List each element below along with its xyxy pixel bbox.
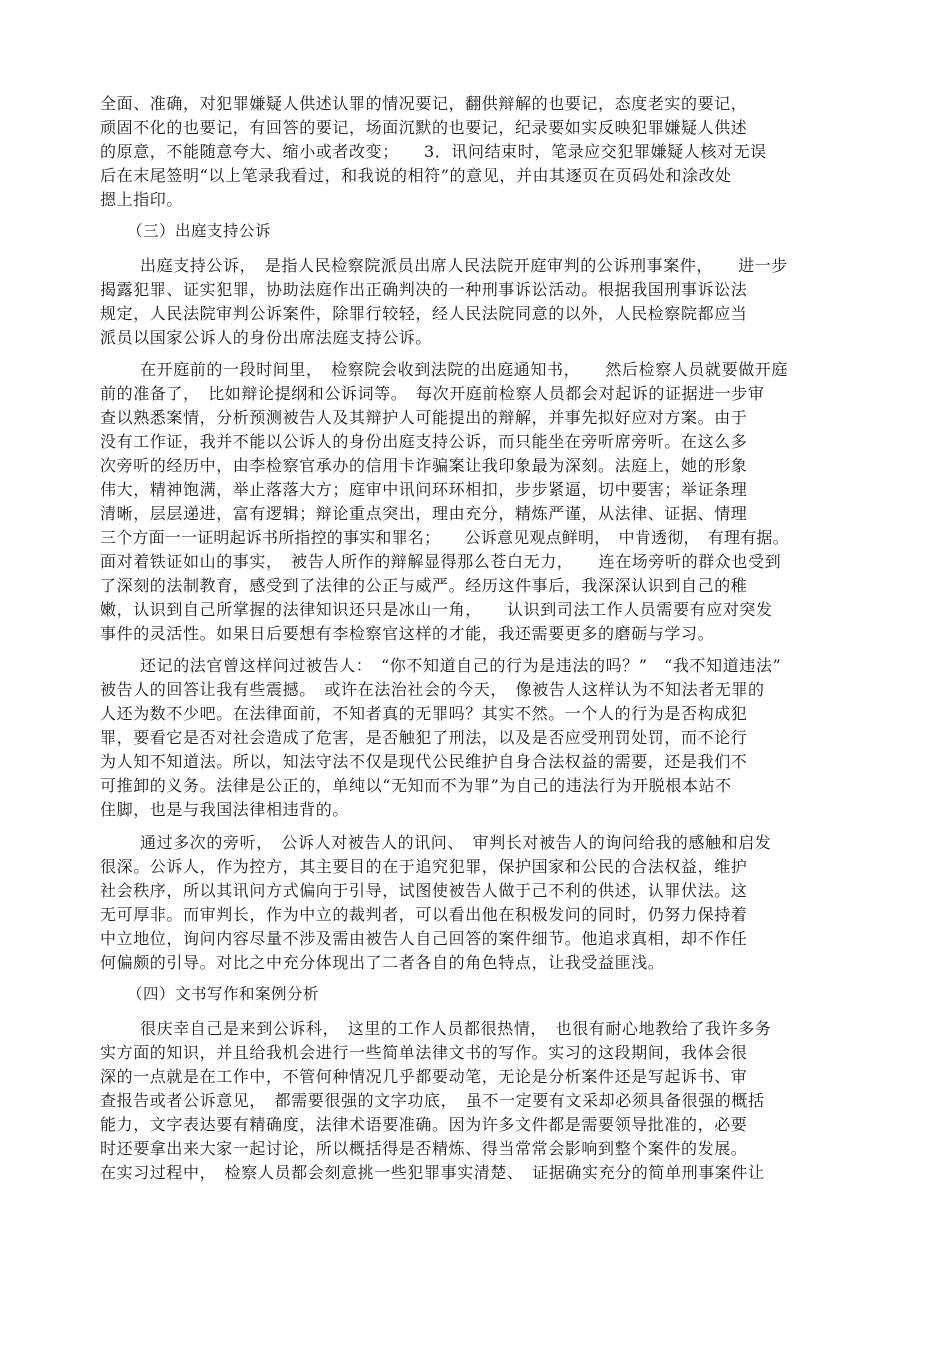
- section-heading-3: （三）出庭支持公诉: [127, 222, 272, 240]
- text-line: 可推卸的义务。法律是公正的，单纯以“无知而不为罪”为自己的违法行为开脱根本站不: [100, 776, 732, 795]
- text-line: 何偏颇的引导。对比之中充分体现出了二者各自的角色特点，让我受益匪浅。: [100, 953, 665, 972]
- text-line: 查以熟悉案情，分析预测被告人及其辩护人可能提出的辩解，并事先拟好应对方案。由于: [100, 408, 748, 427]
- text-line: 住脚，也是与我国法律相违背的。: [100, 800, 350, 819]
- text-line: 伟大，精神饱满，举止落落大方；庭审中讯问环环相扣，步步紧逼，切中要害；举证条理: [100, 480, 748, 499]
- text-line: 出庭支持公诉， 是指人民检察院派员出席人民法院开庭审判的公诉刑事案件， 进一步: [140, 256, 789, 275]
- text-line: 被告人的回答让我有些震撼。 或许在法治社会的今天， 像被告人这样认为不知法者无罪的: [100, 680, 765, 699]
- text-line: 深的一点就是在工作中，不管何种情况几乎都要动笔，无论是分析案件还是写起诉书、审: [100, 1067, 748, 1086]
- text-line: 全面、准确，对犯罪嫌疑人供述认罪的情况要记，翻供辩解的也要记，态度老实的要记，: [100, 94, 748, 113]
- text-line: 查报告或者公诉意见， 都需要很强的文字功底， 虽不一定要有文采却必须具备很强的概括: [100, 1091, 765, 1110]
- text-line: 摁上指印。: [100, 190, 184, 209]
- text-line: 人还为数不少吧。在法律面前，不知者真的无罪吗？其实不然。一个人的行为是否构成犯: [100, 704, 748, 723]
- text-line: 在开庭前的一段时间里， 检察院会收到法院的出庭通知书， 然后检察人员就要做开庭: [140, 360, 789, 379]
- text-line: 次旁听的经历中，由李检察官承办的信用卡诈骗案让我印象最为深刻。法庭上，她的形象: [100, 456, 748, 475]
- text-line: 时还要拿出来大家一起讨论，所以概括得是否精炼、得当常常会影响到整个案件的发展。: [100, 1139, 748, 1158]
- text-line: 能力，文字表达要有精确度，法律术语要准确。因为许多文件都是需要领导批准的，必要: [100, 1115, 748, 1134]
- text-line: 清晰，层层递进，富有逻辑；辩论重点突出，理由充分，精炼严谨，从法律、证据、情理: [100, 504, 748, 523]
- text-line: 面对着铁证如山的事实， 被告人所作的辩解显得那么苍白无力， 连在场旁听的群众也受到: [100, 552, 782, 571]
- text-line: 没有工作证，我并不能以公诉人的身份出庭支持公诉，而只能坐在旁听席旁听。在这么多: [100, 432, 748, 451]
- text-line: 前的准备了， 比如辩论提纲和公诉词等。 每次开庭前检察人员都会对起诉的证据进一步审: [100, 384, 765, 403]
- text-line: 还记的法官曾这样问过被告人： “你不知道自己的行为是违法的吗？” “我不知道违法”: [140, 656, 782, 675]
- text-line: 嫩，认识到自己所掌握的法律知识还只是冰山一角， 认识到司法工作人员需要有应对突发: [100, 600, 773, 619]
- text-line: 很深。公诉人，作为控方，其主要目的在于追究犯罪，保护国家和公民的合法权益，维护: [100, 857, 748, 876]
- text-line: 后在末尾签明“以上笔录我看过，和我说的相符”的意见，并由其逐页在页码处和涂改处: [100, 166, 732, 185]
- text-line: 规定，人民法院审判公诉案件，除罪行较轻，经人民法院同意的以外，人民检察院都应当: [100, 304, 748, 323]
- text-line: 实方面的知识，并且给我机会进行一些简单法律文书的写作。实习的这段期间，我体会很: [100, 1043, 748, 1062]
- text-line: 社会秩序，所以其讯问方式偏向于引导，试图使被告人做于己不利的供述，认罪伏法。这: [100, 881, 748, 900]
- text-line: 揭露犯罪、证实犯罪，协助法庭作出正确判决的一种刑事诉讼活动。根据我国刑事诉讼法: [100, 280, 748, 299]
- text-line: 三个方面一一证明起诉书所指控的事实和罪名； 公诉意见观点鲜明， 中肯透彻， 有理有据。: [100, 528, 789, 547]
- text-line: 派员以国家公诉人的身份出席法庭支持公诉。: [100, 328, 433, 347]
- text-line: 通过多次的旁听， 公诉人对被告人的讯问、 审判长对被告人的询问给我的感触和启发: [140, 833, 772, 852]
- text-line: 事件的灵活性。如果日后要想有李检察官这样的才能，我还需要更多的磨砺与学习。: [100, 624, 715, 643]
- text-line: 无可厚非。而审判长，作为中立的裁判者，可以看出他在积极发问的同时，仍努力保持着: [100, 905, 748, 924]
- text-line: 为人知不知道法。所以，知法守法不仅是现代公民维护自身合法权益的需要，还是我们不: [100, 752, 748, 771]
- text-line: 了深刻的法制教育，感受到了法律的公正与威严。经历这件事后，我深深认识到自己的稚: [100, 576, 748, 595]
- text-line: 罪，要看它是否对社会造成了危害，是否触犯了刑法，以及是否应受刑罚处罚，而不论行: [100, 728, 748, 747]
- text-line: 顽固不化的也要记，有回答的要记，场面沉默的也要记，纪录要如实反映犯罪嫌疑人供述: [100, 118, 748, 137]
- text-line: 在实习过程中， 检察人员都会刻意挑一些犯罪事实清楚、 证据确实充分的简单刑事案件让: [100, 1163, 765, 1182]
- section-heading-4: （四）文书写作和案例分析: [127, 985, 320, 1003]
- text-line: 很庆幸自己是来到公诉科， 这里的工作人员都很热情， 也很有耐心地教给了我许多务: [140, 1019, 772, 1038]
- text-line: 中立地位，询问内容尽量不涉及需由被告人自己回答的案件细节。他追求真相，却不作任: [100, 929, 748, 948]
- text-line: 的原意，不能随意夸大、缩小或者改变； 3．讯问结束时，笔录应交犯罪嫌疑人核对无误: [100, 142, 767, 161]
